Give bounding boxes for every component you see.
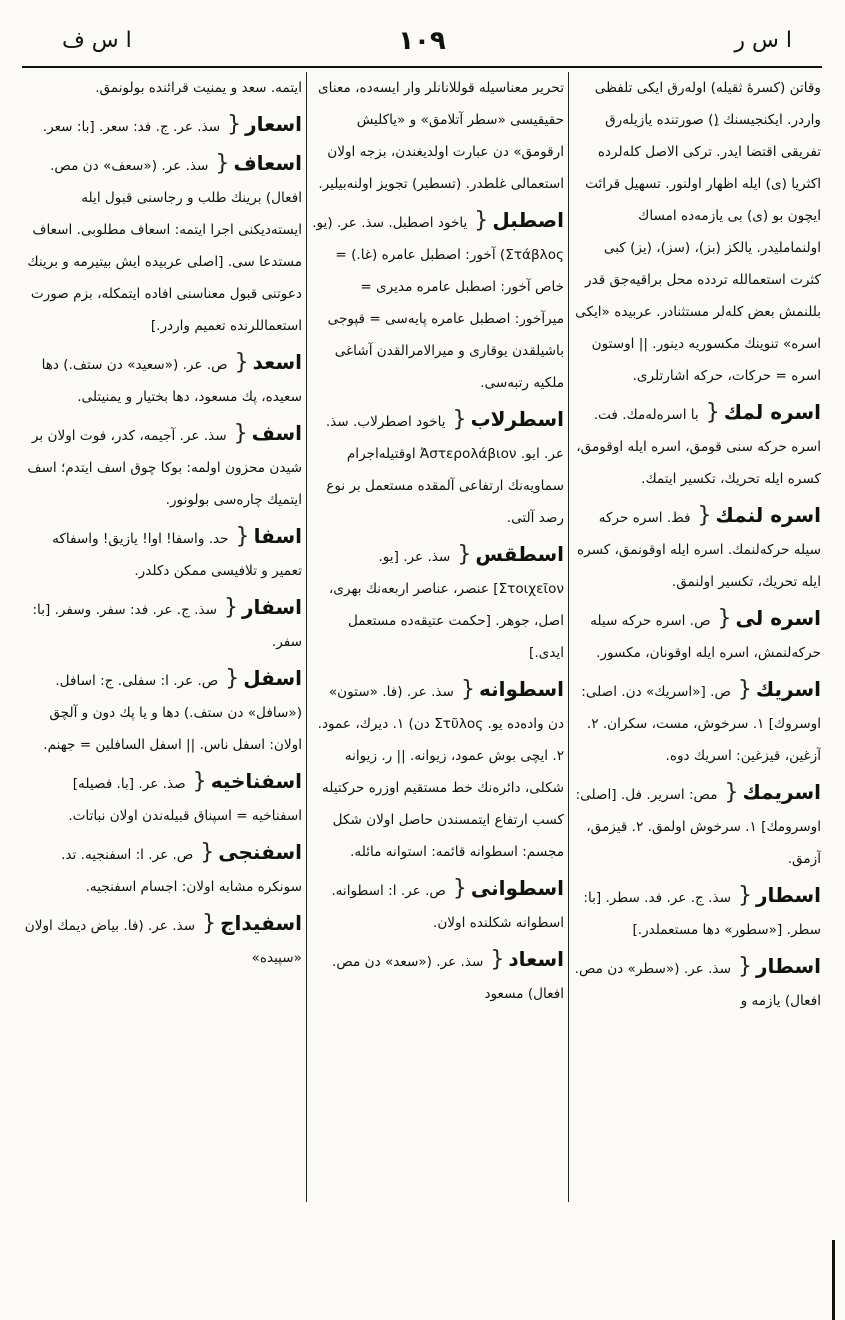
entry-definition: سذ. عر. آجیمە، کدر، فوت اولان بر شیدن محزون اولمە: بوکا چوق اسف ایتدم؛ اسف ایتمیك چارەسی بولونور.	[27, 428, 302, 508]
dictionary-entry	[310, 538, 564, 669]
entry-headword: اسطقس	[475, 542, 564, 566]
entry-definition: سذ. عر. ج. فد: سعر. [با: سعر.	[42, 119, 221, 135]
brace-glyph: {	[220, 112, 242, 137]
page-number: ١٠٩	[398, 26, 446, 56]
brace-glyph: {	[227, 350, 249, 375]
entry-headword: اسطرلاب	[470, 407, 564, 431]
entry-definition: ص. [«اسریك» دن. اصلی: اوسروك] ١. سرخوش، مست، سکران. ٢. آزغین، قیزغین: اسریك دوه.	[581, 684, 821, 764]
brace-glyph: {	[208, 151, 230, 176]
margin-mark	[832, 1240, 835, 1320]
brace-glyph: {	[445, 876, 467, 901]
dictionary-entry	[310, 872, 564, 939]
brace-glyph: {	[218, 666, 240, 691]
entry-definition: فط. اسره حرکه سیلە حرکەلنمك. اسره ایلە اوقونمق، کسرە ایلە تحریك، تکسیر اولنمق.	[576, 510, 821, 590]
brace-glyph: {	[450, 542, 472, 567]
entry-definition: تحریر معناسیلە قوللانانلر وار ایسەدە، معنای حقیقیسی «سطر آتلامق» و «یاکلیش ارقومق» دن عبارت اولدیغندن، بزجە اولان استعمالی غلطدر. (تسطیر) تجویز اولنەبیلیر.	[318, 80, 564, 192]
brace-glyph: {	[730, 954, 752, 979]
entry-headword: اسعد	[252, 350, 302, 374]
column-divider-right	[568, 72, 569, 1202]
brace-glyph: {	[445, 407, 467, 432]
entry-headword: اسفا	[253, 524, 302, 548]
dictionary-entry	[24, 662, 302, 761]
entry-headword: اسفل	[243, 666, 302, 690]
entry-definition: یاخود اصطبل. سذ. عر. (یو. Στάβλος) آخور: اصطبل عامره (غا.) = خاص آخور: اصطبل عامره مدیری = میرآخور: اصطبل عامره پایەسی = قپوجی باشیلقدن یوقاری و میرالامرالقدن آشاغی ملکیه رتبەسی.	[312, 215, 564, 391]
entry-definition: سذ. ج. عر. فد: سفر. وسفر. [با: سفر.	[32, 602, 302, 650]
dictionary-entry	[573, 499, 821, 598]
dictionary-entry	[573, 776, 821, 875]
dictionary-entry	[310, 673, 564, 868]
brace-glyph: {	[193, 840, 215, 865]
column-divider-left	[306, 72, 307, 1202]
dictionary-entry	[573, 396, 821, 495]
entry-headword: اسریمك	[742, 780, 821, 804]
entry-headword: اسفنجی	[218, 840, 302, 864]
entry-definition: ص. عر. ا: اسطوانه. اسطوانه شکلندە اولان.	[331, 883, 564, 931]
entry-headword: اسطار	[755, 954, 821, 978]
entry-headword: اسریك	[755, 677, 821, 701]
brace-glyph: {	[226, 421, 248, 446]
brace-glyph: {	[730, 883, 752, 908]
entry-definition: با اسرەلەمك. فت. اسره حرکه سنی قومق، اسره ایلە اوقومق، کسرە ایلە تحریك، تکسیر ایتمك.	[576, 407, 821, 487]
entry-headword: اسعار	[245, 112, 302, 136]
dictionary-entry	[310, 204, 564, 399]
dictionary-entry	[24, 147, 302, 342]
dictionary-entry	[24, 520, 302, 587]
dictionary-entry	[573, 673, 821, 772]
header-rule	[22, 66, 822, 68]
dictionary-entry	[310, 72, 564, 200]
dictionary-entry	[573, 879, 821, 946]
brace-glyph: {	[690, 503, 712, 528]
entry-headword: اسفار	[242, 595, 302, 619]
brace-glyph: {	[467, 208, 489, 233]
entry-definition: ص. عر. («سعید» دن ستف.) دها سعیدە، پك مسعود، دها بختیار و یمنیتلی.	[41, 357, 302, 405]
entry-headword: اسرە لی	[735, 606, 821, 630]
brace-glyph: {	[698, 400, 720, 425]
brace-glyph: {	[185, 769, 207, 794]
entry-definition: سذ. عر. («سعد» دن مص. افعال) مسعود	[332, 954, 564, 1002]
dictionary-entry	[24, 417, 302, 516]
dictionary-entry	[24, 907, 302, 974]
brace-glyph: {	[717, 780, 739, 805]
entry-definition: صذ. عر. [با. فصیلە] اسفناخیە = اسپناق قبیلەندن اولان نباتات.	[68, 776, 302, 824]
dictionary-entry	[573, 72, 821, 392]
entry-headword: اسطار	[755, 883, 821, 907]
entry-definition: مص: اسریر. فل. [اصلی: اوسرومك] ١. سرخوش اولمق. ٢. قیزمق، آزمق.	[575, 787, 821, 867]
entry-definition: سذ. عر. (فا. «ستون» دن وادەدە یو. Στῦλος دن) ١. دیرك، عمود. ٢. ایچی بوش عمود، زیوانە. || ر. زیوانه شکلی، دائرەنك خط مستقیم اوزره حرکتیلە کسب ارتفاع ایتمسندن حاصل اولان شکل مجسم: اسطوانە قائمه: استوانە مائلە.	[317, 684, 564, 860]
dictionary-entry	[24, 72, 302, 104]
column-middle	[310, 72, 564, 1212]
brace-glyph: {	[483, 947, 505, 972]
entry-headword: اسعاف	[233, 151, 302, 175]
dictionary-entry	[24, 591, 302, 658]
brace-glyph: {	[710, 606, 732, 631]
entry-definition: وقاتن (کسرهٔ ثقیله) اولەرق ایکی تلفظی واردر. ایکنجیسنك (ِ) صورتنده یازیلەرق تفریقی اقتضا ایدر. ترکی الاصل کلەلردە اکثریا (ی) ایلە اظهار اولنور. تسهیل قرائت ایچون بو (ی) بی یازمەدە امساك اولنمامليدر. یالکز (بز)، (سز)، (یز) کبی کثرت استعمالله تردده محل براقیەجق قدر بللنمش بعض کلەلر مستثنادر. عربیدە «ایکی اسرە» تنوینك مکسوریە دینور. || اوستون اسره = حرکات، حرکه اشارتلری.	[575, 80, 821, 384]
column-right	[573, 72, 821, 1212]
entry-definition: حد. واسفا! اوا! یازیق! واسفاکە تعمیر و تلافیسی ممکن دکلدر.	[52, 531, 302, 579]
brace-glyph: {	[730, 677, 752, 702]
entry-headword: اسفیداج	[220, 911, 302, 935]
entry-definition: ایتمە. سعد و یمنیت قرائنده بولونمق.	[95, 80, 302, 96]
entry-headword: اسطوانە	[478, 677, 564, 701]
entry-headword: اسرە لمك	[723, 400, 821, 424]
entry-headword: اسعاد	[508, 947, 564, 971]
entry-headword: اسطوانی	[470, 876, 564, 900]
entry-definition: ص. اسره حرکه سیلە حرکەلنمش، اسره ایلە اوقونان، مکسور.	[590, 613, 821, 661]
entry-definition: سذ. عر. [یو. Στοιχεῖον] عنصر، عناصر اربعەنك بهری، اصل، جوهر. [حکمت عتیقەدە مستعمل ایدی.]	[328, 549, 564, 661]
entry-definition: سذ. عر. («سعف» دن مص. افعال) برینك طلب و رجاسنی قبول ایلە ایستەدیکنی اجرا ایتمە: اسعاف مطلوبی. اسعاف مستدعا سی. [اصلی عربیده ایش بیتیرمە و برینك دعوتنی قبول معناسنی افادە ایتمکلە، بزم صورت استعماللرندە تعمیم واردر.]	[27, 158, 302, 334]
dictionary-entry	[573, 950, 821, 1017]
dictionary-entry	[24, 765, 302, 832]
dictionary-entry	[573, 602, 821, 669]
dictionary-entry	[310, 943, 564, 1010]
brace-glyph: {	[217, 595, 239, 620]
entry-definition: سذ. عر. (فا. بیاض دیمك اولان «سپیده»	[24, 918, 302, 966]
entry-definition: ص. عر. ا: سفلی. ج: اسافل. («سافل» دن ستف.) دها و یا پك دون و آلچق اولان: اسفل ناس. || اسفل السافلین = جهنم.	[43, 673, 302, 753]
entry-headword: اصطبل	[492, 208, 564, 232]
entry-definition: سذ. عر. («سطر» دن مص. افعال) یازمه و	[574, 961, 821, 1009]
entry-definition: سذ. ج. عر. فد. سطر. [با: سطر. [«سطور» دها مستعملدر.]	[583, 890, 821, 938]
dictionary-entry	[24, 346, 302, 413]
header-letters-right: ا س ر	[734, 28, 792, 53]
entry-headword: اسفناخیه	[210, 769, 302, 793]
brace-glyph: {	[453, 677, 475, 702]
dictionary-entry	[24, 108, 302, 143]
entry-headword: اسف	[251, 421, 302, 445]
entry-definition: ص. عر. ا: اسفنجیه. تد. سونکره مشابه اولان: اجسام اسفنجیه.	[61, 847, 302, 895]
header-letters-left: ا س ف	[62, 28, 132, 53]
page-header	[22, 20, 822, 66]
dictionary-entry	[310, 403, 564, 534]
column-left	[24, 72, 302, 1212]
dictionary-entry	[24, 836, 302, 903]
brace-glyph: {	[228, 524, 250, 549]
brace-glyph: {	[195, 911, 217, 936]
entry-headword: اسرە لنمك	[715, 503, 821, 527]
entry-definition: یاخود اصطرلاب. سذ. عر. ایو. Ἀστερολάβιον اوقتیلەاجرام سماویەنك ارتفاعی آلمقدە مستعمل بر نوع رصد آلتی.	[325, 414, 564, 526]
